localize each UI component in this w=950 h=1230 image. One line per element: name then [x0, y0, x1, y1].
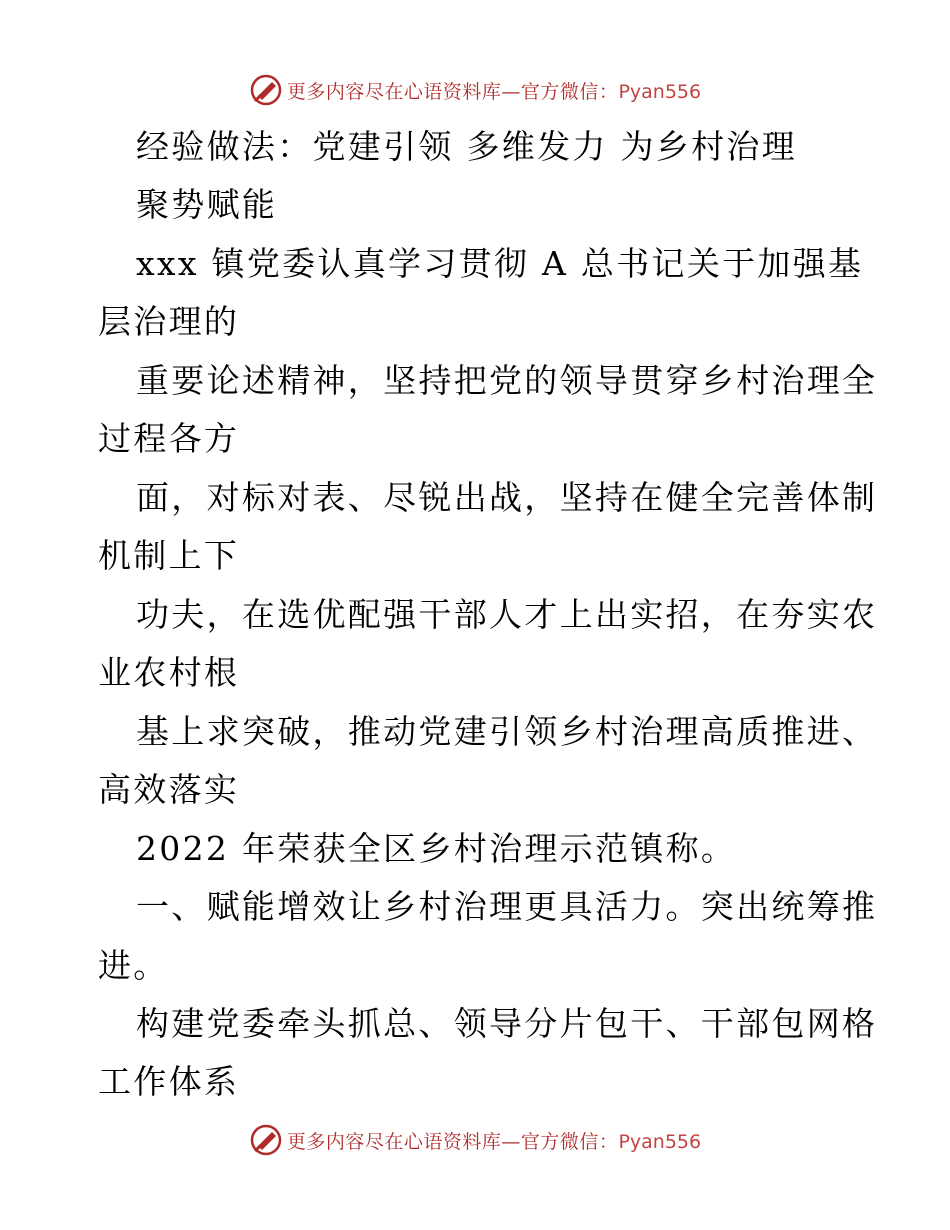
text-line: 功夫，在选优配强干部人才上出实招，在夯实农 — [136, 595, 878, 634]
text-line: xxx 镇党委认真学习贯彻 A 总书记关于加强基 — [136, 244, 864, 283]
text-line: 面，对标对表、尽锐出战，坚持在健全完善体制 — [136, 478, 878, 517]
text-line: 经验做法：党建引领 多维发力 为乡村治理 — [136, 127, 797, 166]
text-line: 构建党委牵头抓总、领导分片包干、干部包网格 — [136, 1004, 878, 1043]
watermark-banner-top — [0, 70, 950, 110]
watermark-text: 更多内容尽在心语资料库—官方微信：Pyan556 — [286, 80, 702, 103]
text-line: 过程各方 — [98, 419, 240, 458]
text-line: 基上求突破，推动党建引领乡村治理高质推进、 — [136, 712, 878, 751]
text-line: 层治理的 — [98, 302, 240, 341]
watermark-logo-icon — [249, 1123, 283, 1157]
text-line: 业农村根 — [98, 653, 240, 692]
text-line: 2022 年荣获全区乡村治理示范镇称。 — [136, 829, 737, 868]
text-line: 工作体系 — [98, 1062, 240, 1101]
text-line: 进。 — [98, 946, 169, 985]
watermark-text: 更多内容尽在心语资料库—官方微信：Pyan556 — [286, 1130, 702, 1153]
text-line: 重要论述精神，坚持把党的领导贯穿乡村治理全 — [136, 361, 878, 400]
watermark-logo-icon — [249, 73, 283, 107]
text-line: 聚势赋能 — [136, 185, 278, 224]
watermark-banner-bottom — [0, 1120, 950, 1160]
text-line: 机制上下 — [98, 536, 240, 575]
text-line: 一、赋能增效让乡村治理更具活力。突出统筹推 — [136, 887, 878, 926]
text-line: 高效落实 — [98, 770, 240, 809]
